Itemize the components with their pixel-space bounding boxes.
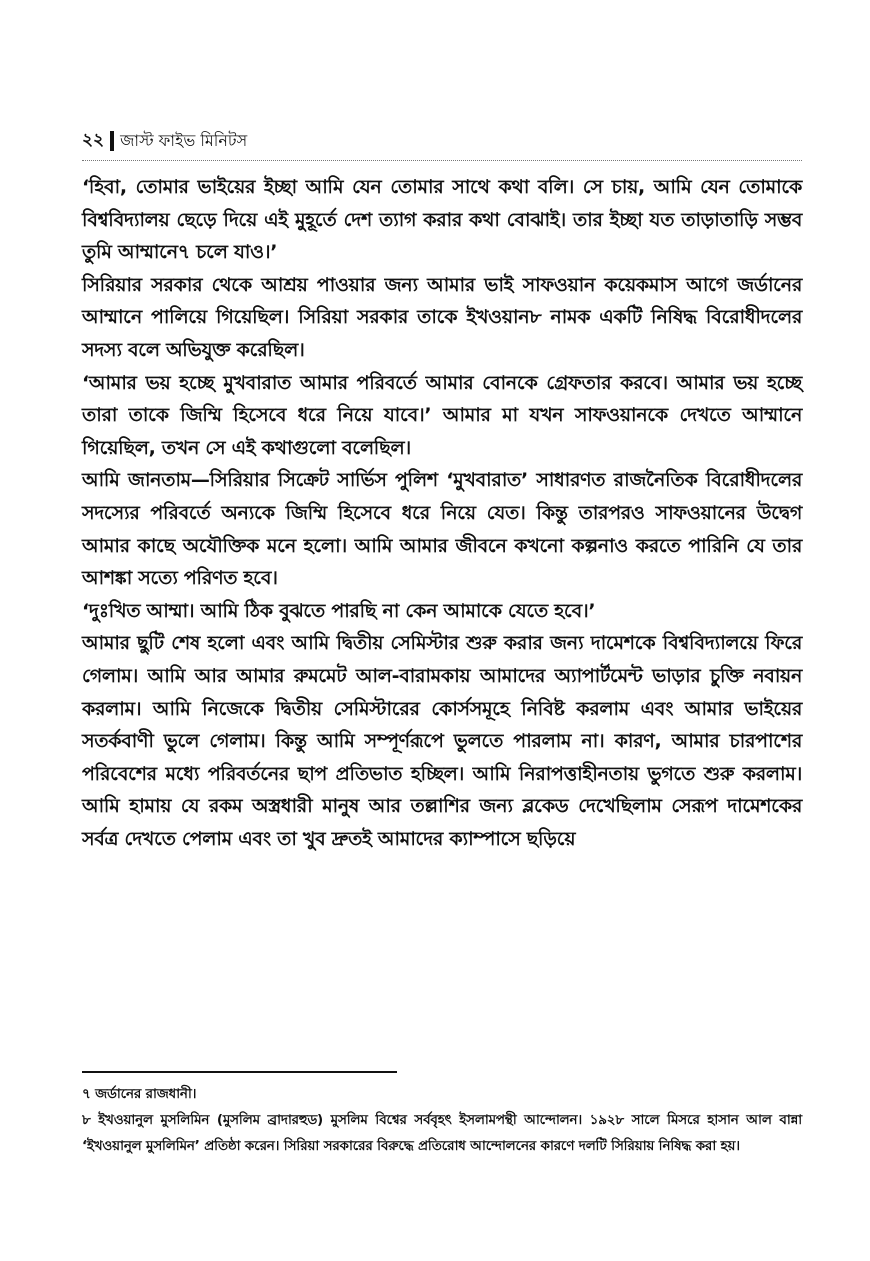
paragraph: সিরিয়ার সরকার থেকে আশ্রয় পাওয়ার জন্য আমার ভাই সাফওয়ান কয়েকমাস আগে জর্ডানের আম্মানে পালিয়ে গিয়েছিল। সিরিয়া সরকার তাকে ইখওয়ান৮ নামক একটি নিষিদ্ধ বিরোধীদলের সদস্য বলে অভিযুক্ত করেছিল। (82, 273, 802, 361)
footnote: ৭ জর্ডানের রাজধানী। (82, 1086, 197, 1102)
paragraph: ‘হিবা, তোমার ভাইয়ের ইচ্ছা আমি যেন তোমার সাথে কথা বলি। সে চায়, আমি যেন তোমাকে বিশ্ববিদ্যালয় ছেড়ে দিয়ে এই মুহূর্তে দেশ ত্যাগ করার কথা বোঝাই। তার ইচ্ছা যত তাড়াতাড়ি সম্ভব তুমি আম্মানে৭ চলে যাও।’ (82, 176, 802, 264)
footnotes (82, 1081, 802, 1159)
paragraph: ‘আমার ভয় হচ্ছে মুখবারাত আমার পরিবর্তে আমার বোনকে গ্রেফতার করবে। আমার ভয় হচ্ছে তারা তাকে জিম্মি হিসেবে ধরে নিয়ে যাবে।’ আমার মা যখন সাফওয়ানকে দেখতে আম্মানে গিয়েছিল, তখন সে এই কথাগুলো বলেছিল। (82, 371, 802, 459)
body-text (82, 171, 802, 855)
paragraph: আমার ছুটি শেষ হলো এবং আমি দ্বিতীয় সেমিস্টার শুরু করার জন্য দামেশকে বিশ্ববিদ্যালয়ে ফিরে গেলাম। আমি আর আমার রুমমেট আল-বারামকায় আমাদের অ্যাপার্টমেন্ট ভাড়ার চুক্তি নবায়ন করলাম। আমি নিজেকে দ্বিতীয় সেমিস্টারের কোর্সসমূহে নিবিষ্ট করলাম এবং আমার ভাইয়ের সতর্কবাণী ভুলে গেলাম। কিন্তু আমি সম্পূর্ণরূপে ভুলতে পারলাম না। কারণ, আমার চারপাশের পরিবেশের মধ্যে পরিবর্তনের ছাপ প্রতিভাত হচ্ছিল। আমি নিরাপত্তাহীনতায় ভুগতে শুরু করলাম। আমি হামায় যে রকম অস্ত্রধারী মানুষ আর তল্লাশির জন্য ব্লকেড দেখেছিলাম সেরূপ দামেশকের সর্বত্র দেখতে পেলাম এবং তা খুব দ্রুতই আমাদের ক্যাম্পাসে ছড়িয়ে (82, 632, 802, 850)
book-page (82, 128, 802, 855)
page-number: ২২ (82, 130, 105, 150)
book-title: জাস্ট ফাইভ মিনিটস (120, 130, 248, 150)
header-divider (110, 131, 114, 151)
paragraph: আমি জানতাম—সিরিয়ার সিক্রেট সার্ভিস পুলিশ ‘মুখবারাত’ সাধারণত রাজনৈতিক বিরোধীদলের সদস্যের পরিবর্তে অন্যকে জিম্মি হিসেবে ধরে নিয়ে যেত। কিন্তু তারপরও সাফওয়ানের উদ্বেগ আমার কাছে অযৌক্তিক মনে হলো। আমি আমার জীবনে কখনো কল্পনাও করতে পারিনি যে তার আশঙ্কা সত্যে পরিণত হবে। (82, 469, 802, 590)
paragraph: ‘দুঃখিত আম্মা। আমি ঠিক বুঝতে পারছি না কেন আমাকে যেতে হবে।’ (82, 599, 596, 622)
running-header (82, 128, 802, 161)
footnote: ৮ ইখওয়ানুল মুসলিমিন (মুসলিম ব্রাদারহুড) মুসলিম বিশ্বের সর্ববৃহৎ ইসলামপন্থী আন্দোলন। ১৯২৮ সালে মিসরে হাসান আল বান্না ‘ইখওয়ানুল মুসলিমিন’ প্রতিষ্ঠা করেন। সিরিয়া সরকারের বিরুদ্ধে প্রতিরোধ আন্দোলনের কারণে দলটি সিরিয়ায় নিষিদ্ধ করা হয়। (82, 1112, 802, 1154)
footnote-divider (82, 1071, 397, 1073)
